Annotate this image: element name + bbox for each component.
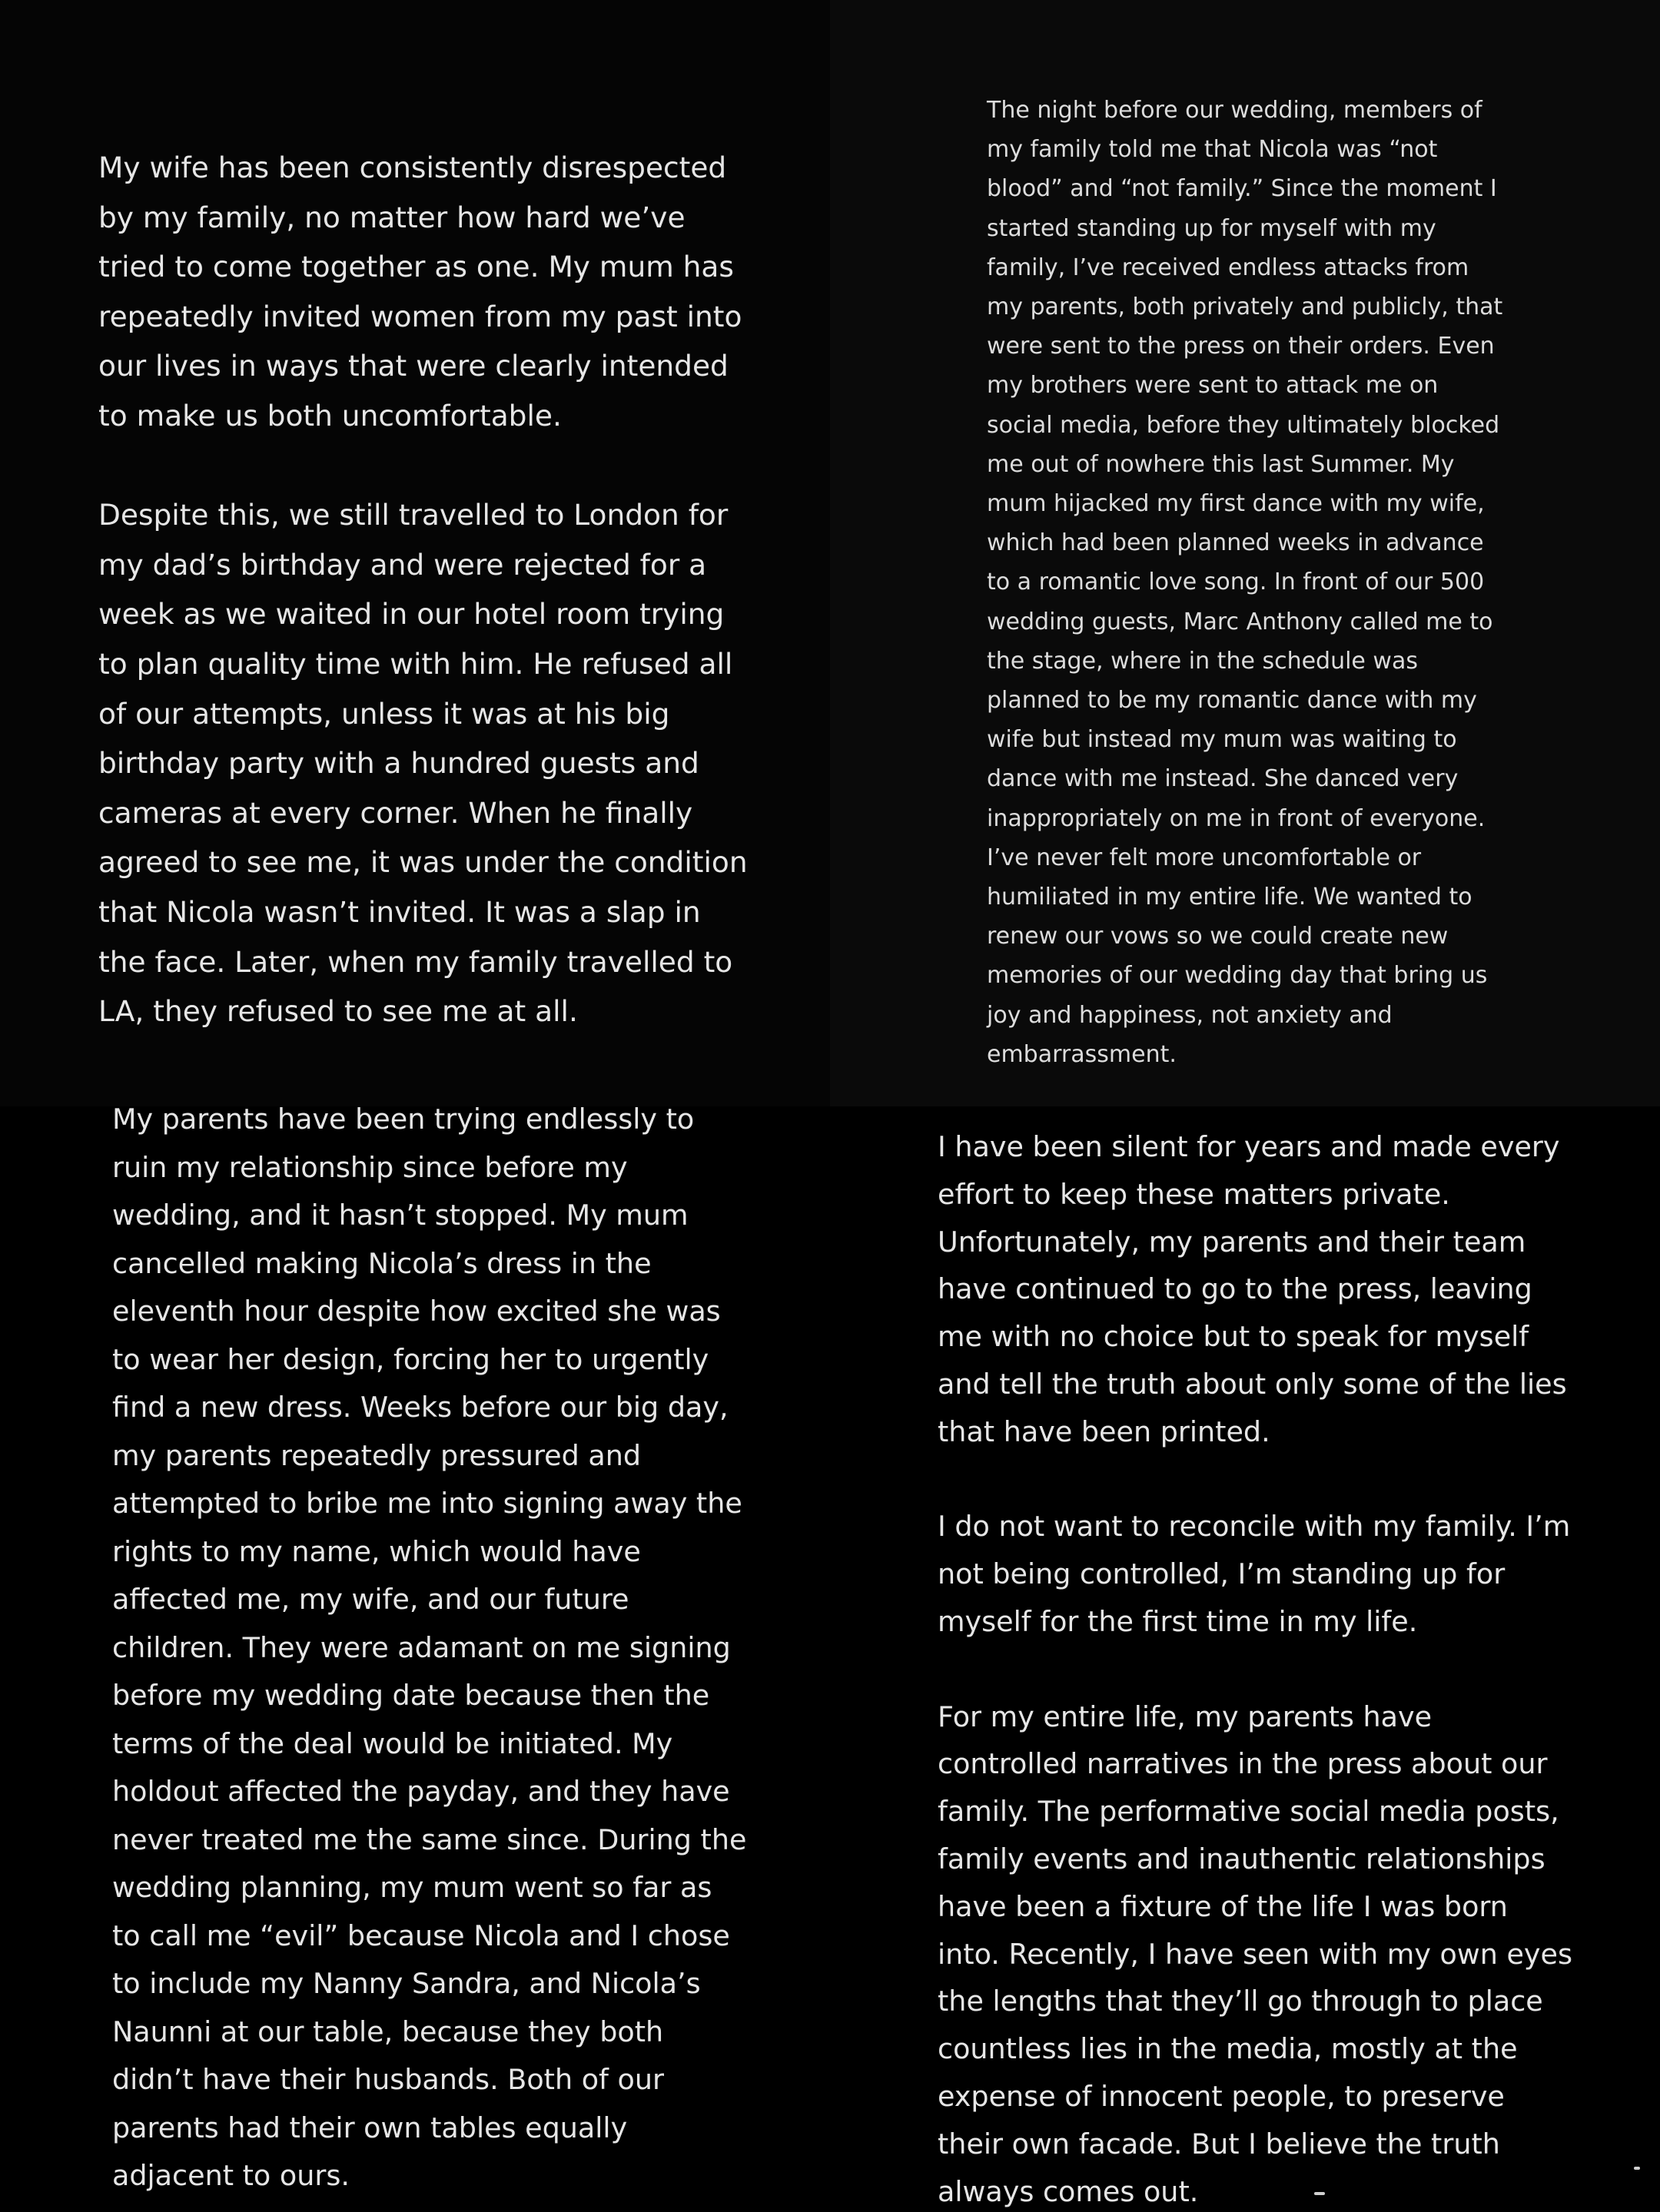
statement-panel-top-right — [830, 0, 1660, 1106]
text-block — [98, 143, 790, 1086]
stray-mark — [1314, 2192, 1325, 2195]
paragraph: I do not want to reconcile with my family. I’m not being controlled, I’m standing up for myself for the first time in my life. — [938, 1510, 1571, 1638]
paragraph: The night before our wedding, members of my family told me that Nicola was “not blood” and “not family.” Since the moment I started standing up for myself with my family, I’ve received endless attacks from my parents, both privately and publicly, that were sent to the press on their orders. Even my brothers were sent to attack me on social media, before they ultimately blocked me out of nowhere this last Summer. My mum hijacked my first dance with my wife, which had been planned weeks in advance to a romantic love song. In front of our 500 wedding guests, Marc Anthony called me to the stage, where in the schedule was planned to be my romantic dance with my wife but instead my mum was waiting to dance with me instead. She danced very inappropriately on me in front of everyone. I’ve never felt more uncomfortable or humiliated in my entire life. We wanted to renew our vows so we could create new memories of our wedding day that bring us joy and happiness, not anxiety and embarrassment. — [987, 97, 1503, 1068]
statement-panel-bottom-left — [0, 1106, 830, 2212]
paragraph: Despite this, we still travelled to London for my dad’s birthday and were rejected for a week as we waited in our hotel room trying to plan quality time with him. He refused all of our attempts, unless it was at his big birthday party with a hundred guests and cameras at every corner. When he finally agreed to see me, it was under the condition that Nicola wasn’t invited. It was a slap in the face. Later, when my family travelled to LA, they refused to see me at all. — [98, 498, 748, 1029]
paragraph: I have been silent for years and made every effort to keep these matters private. Unfortunately, my parents and their team have continued to go to the press, leaving me with no choice but to speak for myself and tell the truth about only some of the lies that have been printed. — [938, 1130, 1567, 1448]
text-block — [112, 1106, 804, 2200]
text-block — [938, 1123, 1629, 2212]
paragraph: For my entire life, my parents have controlled narratives in the press about our family. The performative social media posts, family events and inauthentic relationships have been a fixture of the life I was born into. Recently, I have seen with my own eyes the lengths that they’ll go through to place countless lies in the media, mostly at the expense of innocent people, to preserve their own facade. But I believe the truth always comes out. — [938, 1700, 1573, 2208]
paragraph: My wife has been consistently disrespected by my family, no matter how hard we’ve tried to come together as one. My mum has repeatedly invited women from my past into our lives in ways that were clearly intended to make us both uncomfortable. — [98, 151, 742, 433]
paragraph: My parents have been trying endlessly to ruin my relationship since before my wedding, and it hasn’t stopped. My mum cancelled making Nicola’s dress in the eleventh hour despite how excited she was to wear her design, forcing her to urgently find a new dress. Weeks before our big day, my parents repeatedly pressured and attempted to bribe me into signing away the rights to my name, which would have affected me, my wife, and our future children. They were adamant on me signing before my wedding date because then the terms of the deal would be initiated. My holdout affected the payday, and they have never treated me the same since. During the wedding planning, my mum went so far as to call me “evil” because Nicola and I chose to include my Nanny Sandra, and Nicola’s Naunni at our table, because they both didn’t have their husbands. Both of our parents had their own tables equally adjacent to ours. — [112, 1106, 747, 2192]
text-block — [987, 91, 1648, 1074]
stray-mark — [1634, 2167, 1640, 2170]
statement-panel-top-left — [0, 0, 830, 1106]
statement-panel-bottom-right — [830, 1106, 1660, 2212]
